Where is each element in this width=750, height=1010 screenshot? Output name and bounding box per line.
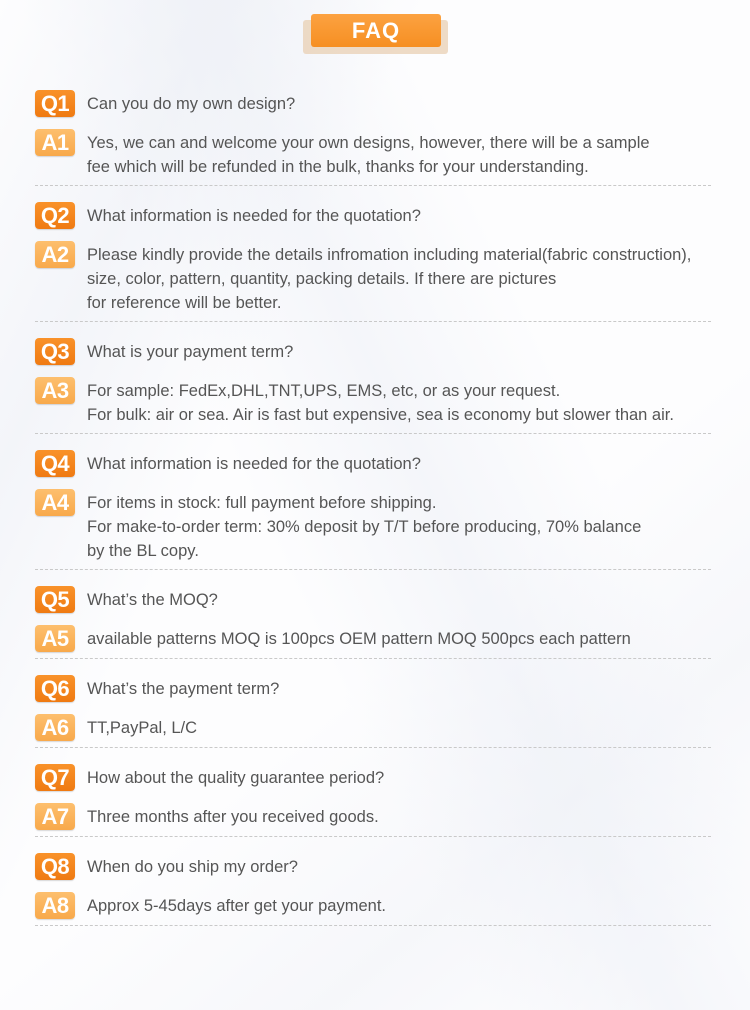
question-text: Can you do my own design? <box>87 95 296 113</box>
question-badge: Q6 <box>35 675 75 702</box>
answer-text: Three months after you received goods. <box>87 808 379 826</box>
faq-list <box>35 90 711 942</box>
question-row <box>35 450 711 477</box>
answer-row <box>35 803 711 830</box>
answer-text: For items in stock: full payment before shipping. For make-to-order term: 30% deposit by T/T before producing, 70% balance by the BL copy. <box>87 494 642 560</box>
dashed-divider <box>35 836 711 837</box>
answer-row <box>35 489 711 563</box>
answer-row <box>35 892 711 919</box>
faq-item-7 <box>35 764 711 837</box>
question-text: What’s the MOQ? <box>87 591 218 609</box>
faq-item-8 <box>35 853 711 926</box>
answer-badge: A7 <box>35 803 75 830</box>
question-text: What information is needed for the quotation? <box>87 455 421 473</box>
question-row <box>35 338 711 365</box>
answer-badge: A6 <box>35 714 75 741</box>
question-badge: Q7 <box>35 764 75 791</box>
question-row <box>35 853 711 880</box>
faq-item-5 <box>35 586 711 659</box>
answer-text: Please kindly provide the details infromation including material(fabric construction), size, color, pattern, quantity, packing details. If there are pictures for reference will be better. <box>87 246 692 312</box>
question-row <box>35 586 711 613</box>
question-badge: Q4 <box>35 450 75 477</box>
answer-row <box>35 129 711 179</box>
question-row <box>35 90 711 117</box>
answer-text: available patterns MOQ is 100pcs OEM pattern MOQ 500pcs each pattern <box>87 630 631 648</box>
page-title: FAQ <box>311 14 441 47</box>
answer-text: For sample: FedEx,DHL,TNT,UPS, EMS, etc, or as your request. For bulk: air or sea. Air is fast but expensive, sea is economy but slower than air. <box>87 382 674 424</box>
dashed-divider <box>35 569 711 570</box>
question-row <box>35 202 711 229</box>
answer-badge: A5 <box>35 625 75 652</box>
dashed-divider <box>35 925 711 926</box>
question-row <box>35 675 711 702</box>
faq-item-4 <box>35 450 711 570</box>
question-text: When do you ship my order? <box>87 858 298 876</box>
answer-row <box>35 714 711 741</box>
faq-item-3 <box>35 338 711 434</box>
dashed-divider <box>35 658 711 659</box>
dashed-divider <box>35 747 711 748</box>
answer-badge: A3 <box>35 377 75 404</box>
question-badge: Q3 <box>35 338 75 365</box>
answer-row <box>35 241 711 315</box>
question-badge: Q8 <box>35 853 75 880</box>
answer-text: Approx 5-45days after get your payment. <box>87 897 386 915</box>
question-text: What’s the payment term? <box>87 680 280 698</box>
question-text: What is your payment term? <box>87 343 294 361</box>
question-text: What information is needed for the quotation? <box>87 207 421 225</box>
answer-text: Yes, we can and welcome your own designs, however, there will be a sample fee which will be refunded in the bulk, thanks for your understanding. <box>87 134 650 176</box>
faq-item-1 <box>35 90 711 186</box>
question-badge: Q1 <box>35 90 75 117</box>
faq-banner <box>303 14 448 54</box>
answer-text: TT,PayPal, L/C <box>87 719 198 737</box>
dashed-divider <box>35 185 711 186</box>
answer-badge: A4 <box>35 489 75 516</box>
dashed-divider <box>35 433 711 434</box>
answer-row <box>35 625 711 652</box>
question-badge: Q2 <box>35 202 75 229</box>
dashed-divider <box>35 321 711 322</box>
faq-item-2 <box>35 202 711 322</box>
question-badge: Q5 <box>35 586 75 613</box>
answer-badge: A2 <box>35 241 75 268</box>
question-text: How about the quality guarantee period? <box>87 769 385 787</box>
answer-row <box>35 377 711 427</box>
question-row <box>35 764 711 791</box>
faq-item-6 <box>35 675 711 748</box>
answer-badge: A8 <box>35 892 75 919</box>
answer-badge: A1 <box>35 129 75 156</box>
